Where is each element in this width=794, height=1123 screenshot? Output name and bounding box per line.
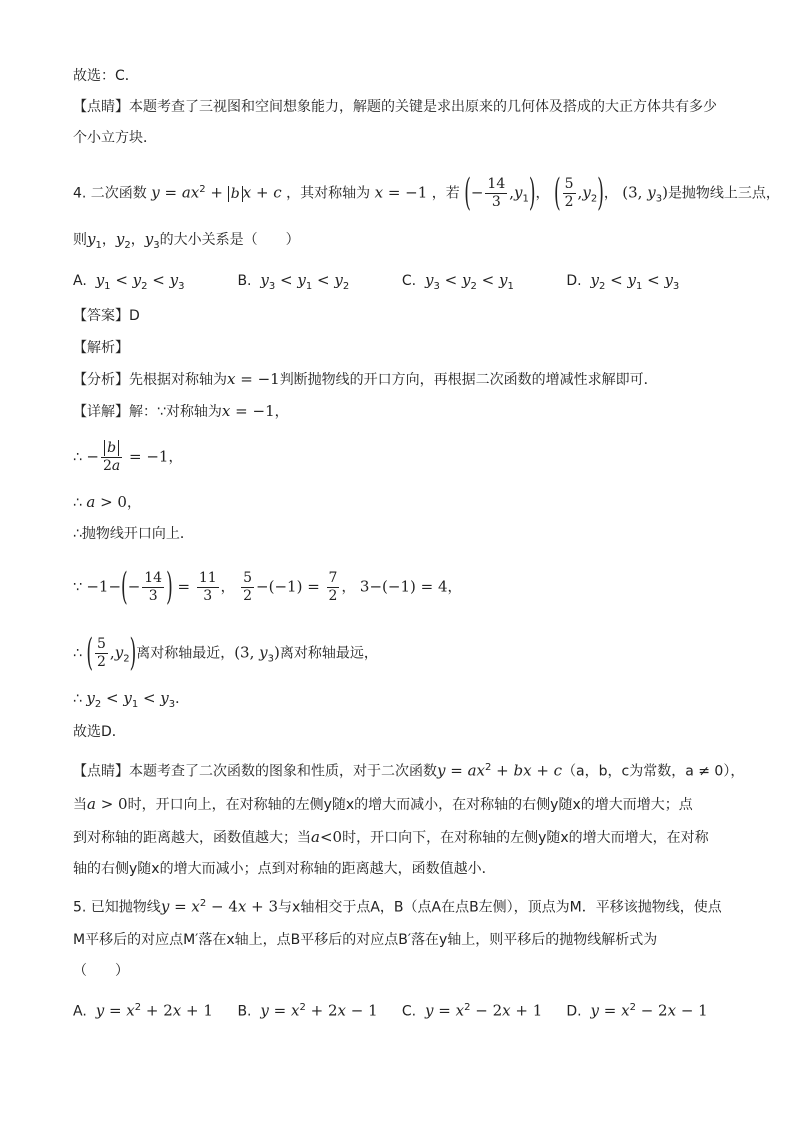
analysis-heading: 【解析】 [73,340,129,356]
text-line: ∴抛物线开口向上． [73,526,194,542]
option-label: A. [73,1003,87,1020]
text: 4. 二次函数 [73,185,147,202]
text: 时，开口向上，在对称轴的左侧y随x的增大而减小，在对称轴的右侧y随x的增大而增大；点 [127,797,693,813]
question-4-stem: 4. 二次函数 $y = ax^2 + b$ x + c ，其对称轴为 x = −1 ，若 (− $\frac{14}{3}$ $,y_1$)， ( $\frac{5}{2}$ $,y_2$)， (3, $y_3$)是抛物线上三点， [73,171,780,216]
question-5-stem-3: （ ） [73,963,129,979]
formula-line: ∴ $y_2 < y_1 < y_3$． [73,689,190,710]
text-line: 故选：C． [73,68,139,84]
text: 【详解】解：∵对称轴为 [73,404,222,420]
question-5-stem-2: M平移后的对应点M′落在x轴上，点B平移后的对应点B′落在y轴上，则平移后的抛物线解析式为 [73,932,658,948]
text: 的大小关系是（ ） [159,232,300,248]
text: 是抛物线上三点， [667,185,780,202]
formula-line: ∵ −1−(− $\frac{14}{3}$ ) = $\frac{11}{3}$ ， $\frac{5}{2}$ −(−1) = $\frac{7}{2}$ ， 3−(−1) = 4， [73,565,462,610]
text: 当 [73,797,87,813]
question-4-stem-2: 则$y_1$，$y_2$，$y_3$的大小关系是（ ） [73,230,300,251]
summary-line: 轴的右侧y随x的增大而减小；点到对称轴的距离越大，函数值越小． [73,861,496,877]
question-4-options: A. $y_1 < y_2 < y_3$ B. $y_3 < y_1 < y_2$ C. $y_3 < y_2 < y_1$ D. $y_2 < y_1 < y_3$ [73,271,680,292]
analysis-line: 【分析】先根据对称轴为x = −1判断抛物线的开口方向，再根据二次函数的增减性求解即可． [73,370,658,388]
text: 【分析】先根据对称轴为 [73,372,227,388]
text: 5. 已知抛物线 [73,899,161,916]
option-label: C. [401,1003,417,1020]
text-line: 故选D． [73,724,126,740]
summary-line: 【点睛】本题考查了二次函数的图象和性质，对于二次函数$y = ax^2$ + bx + c（a，b，c为常数，a ≠ 0）， [73,761,745,780]
option-label: D. [566,273,582,289]
option-label: C. [401,273,417,289]
text: 【点睛】本题考查了二次函数的图象和性质，对于二次函数 [73,763,437,780]
text: 则 [73,232,87,248]
formula-line: ∴ ( $\frac{5}{2}$ $,y_2$)离对称轴最近，(3, $y_3$)离对称轴最远， [73,631,378,676]
option-label: A. [73,273,87,289]
option-label: B. [237,1003,252,1020]
text: 离对称轴最远， [279,645,378,662]
summary-line: 到对称轴的距离越大，函数值越大；当a<0时，开口向下，在对称轴的左侧y随x的增大而增大，在对称 [73,828,709,846]
question-5-options: A. $y = x^2 + 2x + 1$ B. $y = x^2 + 2x - 1$ C. $y = x^2 - 2x + 1$ D. $y = x^2 - 2x - 1$ [73,1001,708,1020]
text: 时，开口向下，在对称轴的左侧y随x的增大而增大，在对称 [342,830,709,846]
option-label: B. [237,273,252,289]
text: （a，b，c为常数，a ≠ 0）， [562,763,745,780]
formula-line: ∴ − $\frac{b}{2a}$ = −1， [73,440,183,474]
formula-line: ∴ a > 0， [73,493,141,511]
text: 离对称轴最近， [136,645,235,662]
text: ，其对称轴为 [286,185,371,202]
text: 与x轴相交于点A，B（点A在点B左侧），顶点为M．平移该抛物线，使点 [278,899,722,916]
question-5-stem: 5. 已知抛物线$y = x^2 - 4x + 3$与x轴相交于点A，B（点A在点B左侧），顶点为M．平移该抛物线，使点 [73,897,722,916]
text: 判断抛物线的开口方向，再根据二次函数的增减性求解即可． [279,372,658,388]
option-label: D. [566,1003,582,1020]
answer-line: 【答案】D [73,308,140,324]
text-line: 个小立方块． [73,130,157,146]
summary-line: 当a > 0时，开口向上，在对称轴的左侧y随x的增大而减小，在对称轴的右侧y随x的增大而增大；点 [73,795,693,813]
text-line: 【点睛】本题考查了三视图和空间想象能力，解题的关键是求出原来的几何体及搭成的大正方体共有多少 [73,99,717,115]
text: ，若 [431,185,460,202]
text: 到对称轴的距离越大，函数值越大；当 [73,830,311,846]
detail-line: 【详解】解：∵对称轴为x = −1， [73,402,289,420]
